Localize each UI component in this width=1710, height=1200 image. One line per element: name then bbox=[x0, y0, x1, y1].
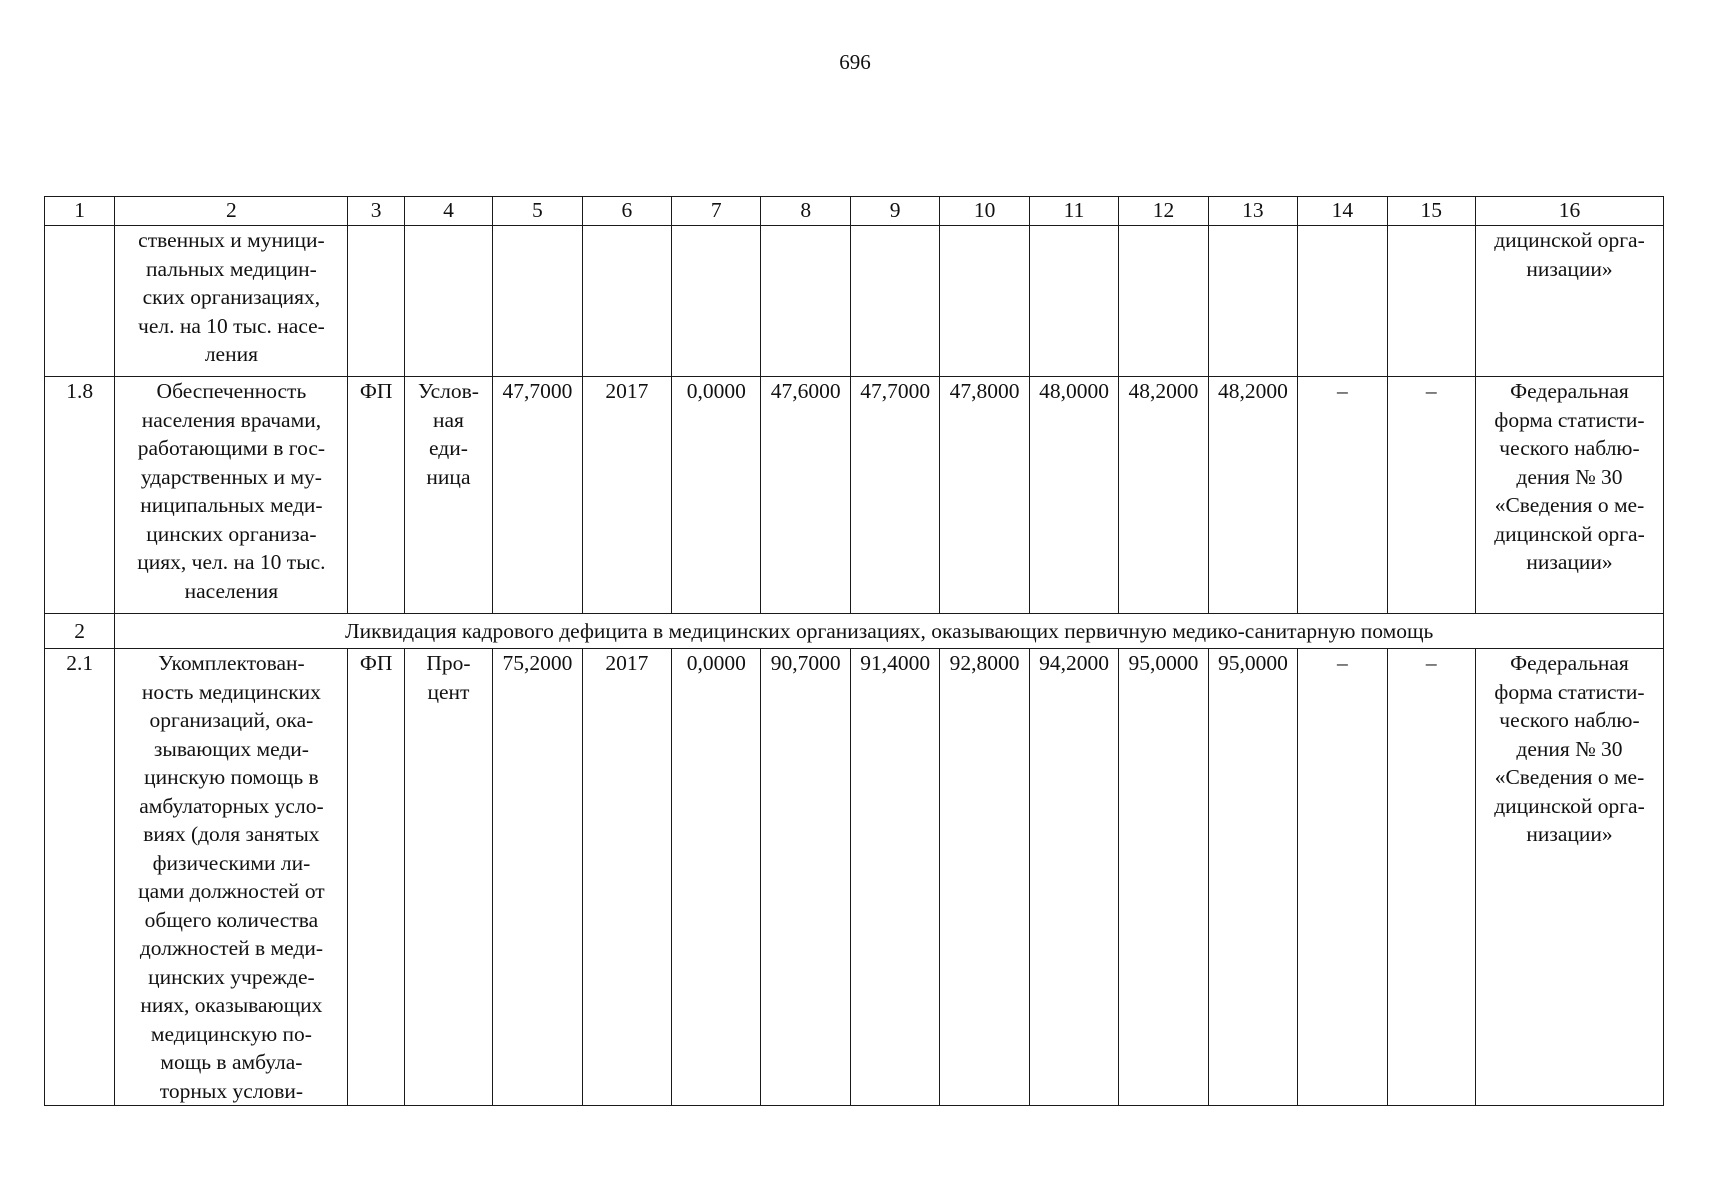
indicators-table bbox=[44, 196, 1664, 1106]
type-cell: ФП bbox=[348, 377, 404, 614]
empty-cell bbox=[672, 226, 761, 377]
value-cell: 90,7000 bbox=[761, 649, 850, 1106]
column-header: 3 bbox=[348, 197, 404, 226]
value-cell: 92,8000 bbox=[940, 649, 1029, 1106]
section-row bbox=[45, 614, 1664, 649]
value-cell: 47,6000 bbox=[761, 377, 850, 614]
indicator-name-cell: ственных и муници- пальных медицин- ских организациях, чел. на 10 тыс. насе- ления bbox=[115, 226, 348, 377]
column-header: 1 bbox=[45, 197, 115, 226]
empty-cell bbox=[404, 226, 492, 377]
value-cell: 48,0000 bbox=[1029, 377, 1118, 614]
page-number: 696 bbox=[839, 50, 871, 74]
column-header: 14 bbox=[1298, 197, 1387, 226]
column-header: 2 bbox=[115, 197, 348, 226]
value-cell: – bbox=[1298, 649, 1387, 1106]
indicator-name-cell: Укомплектован- ность медицинских организаций, ока- зывающих меди- цинскую помощь в амбулаторных усло- виях (доля занятых физическими ли- цами должностей от общего количества должностей в меди- цинских учрежде- ниях, оказывающих медицинскую по- мощь в амбула- торных услови- bbox=[115, 649, 348, 1106]
empty-cell bbox=[1119, 226, 1208, 377]
column-header: 4 bbox=[404, 197, 492, 226]
table-row bbox=[45, 649, 1664, 1106]
indicator-name-cell: Обеспеченность населения врачами, работающими в гос- ударственных и му- ниципальных меди- цинских организа- циях, чел. на 10 тыс. населения bbox=[115, 377, 348, 614]
row-number-cell: 1.8 bbox=[45, 377, 115, 614]
value-cell: 48,2000 bbox=[1208, 377, 1297, 614]
column-header: 7 bbox=[672, 197, 761, 226]
empty-cell bbox=[493, 226, 582, 377]
column-header: 15 bbox=[1387, 197, 1475, 226]
empty-cell bbox=[1387, 226, 1475, 377]
empty-cell bbox=[1298, 226, 1387, 377]
column-header: 16 bbox=[1475, 197, 1663, 226]
empty-cell bbox=[1208, 226, 1297, 377]
source-cell: Федеральная форма статисти- ческого наблю- дения № 30 «Сведения о ме- дицинской орга- низации» bbox=[1475, 649, 1663, 1106]
value-cell: – bbox=[1387, 649, 1475, 1106]
value-cell: 0,0000 bbox=[672, 377, 761, 614]
value-cell: – bbox=[1298, 377, 1387, 614]
type-cell: ФП bbox=[348, 649, 404, 1106]
section-title-cell: Ликвидация кадрового дефицита в медицинских организациях, оказывающих первичную медико-санитарную помощь bbox=[115, 614, 1664, 649]
value-cell: 91,4000 bbox=[850, 649, 939, 1106]
column-header: 11 bbox=[1029, 197, 1118, 226]
base-year-cell: 2017 bbox=[582, 649, 671, 1106]
source-cell: Федеральная форма статисти- ческого наблю- дения № 30 «Сведения о ме- дицинской орга- низации» bbox=[1475, 377, 1663, 614]
empty-cell bbox=[1029, 226, 1118, 377]
column-header: 10 bbox=[940, 197, 1029, 226]
empty-cell bbox=[761, 226, 850, 377]
value-cell: 95,0000 bbox=[1119, 649, 1208, 1106]
table-row-continuation bbox=[45, 226, 1664, 377]
value-cell: 95,0000 bbox=[1208, 649, 1297, 1106]
section-number-cell: 2 bbox=[45, 614, 115, 649]
empty-cell bbox=[940, 226, 1029, 377]
header-row bbox=[45, 197, 1664, 226]
row-number-cell: 2.1 bbox=[45, 649, 115, 1106]
empty-cell bbox=[348, 226, 404, 377]
value-cell: 47,8000 bbox=[940, 377, 1029, 614]
empty-cell bbox=[582, 226, 671, 377]
column-header: 8 bbox=[761, 197, 850, 226]
value-cell: 47,7000 bbox=[850, 377, 939, 614]
base-value-cell: 47,7000 bbox=[493, 377, 582, 614]
source-cell: дицинской орга- низации» bbox=[1475, 226, 1663, 377]
value-cell: 94,2000 bbox=[1029, 649, 1118, 1106]
value-cell: – bbox=[1387, 377, 1475, 614]
base-year-cell: 2017 bbox=[582, 377, 671, 614]
base-value-cell: 75,2000 bbox=[493, 649, 582, 1106]
value-cell: 48,2000 bbox=[1119, 377, 1208, 614]
unit-cell: Про- цент bbox=[404, 649, 492, 1106]
table-row bbox=[45, 377, 1664, 614]
column-header: 9 bbox=[850, 197, 939, 226]
value-cell: 0,0000 bbox=[672, 649, 761, 1106]
column-header: 12 bbox=[1119, 197, 1208, 226]
column-header: 13 bbox=[1208, 197, 1297, 226]
empty-cell bbox=[850, 226, 939, 377]
column-header: 5 bbox=[493, 197, 582, 226]
unit-cell: Услов- ная еди- ница bbox=[404, 377, 492, 614]
row-number-cell bbox=[45, 226, 115, 377]
column-header: 6 bbox=[582, 197, 671, 226]
